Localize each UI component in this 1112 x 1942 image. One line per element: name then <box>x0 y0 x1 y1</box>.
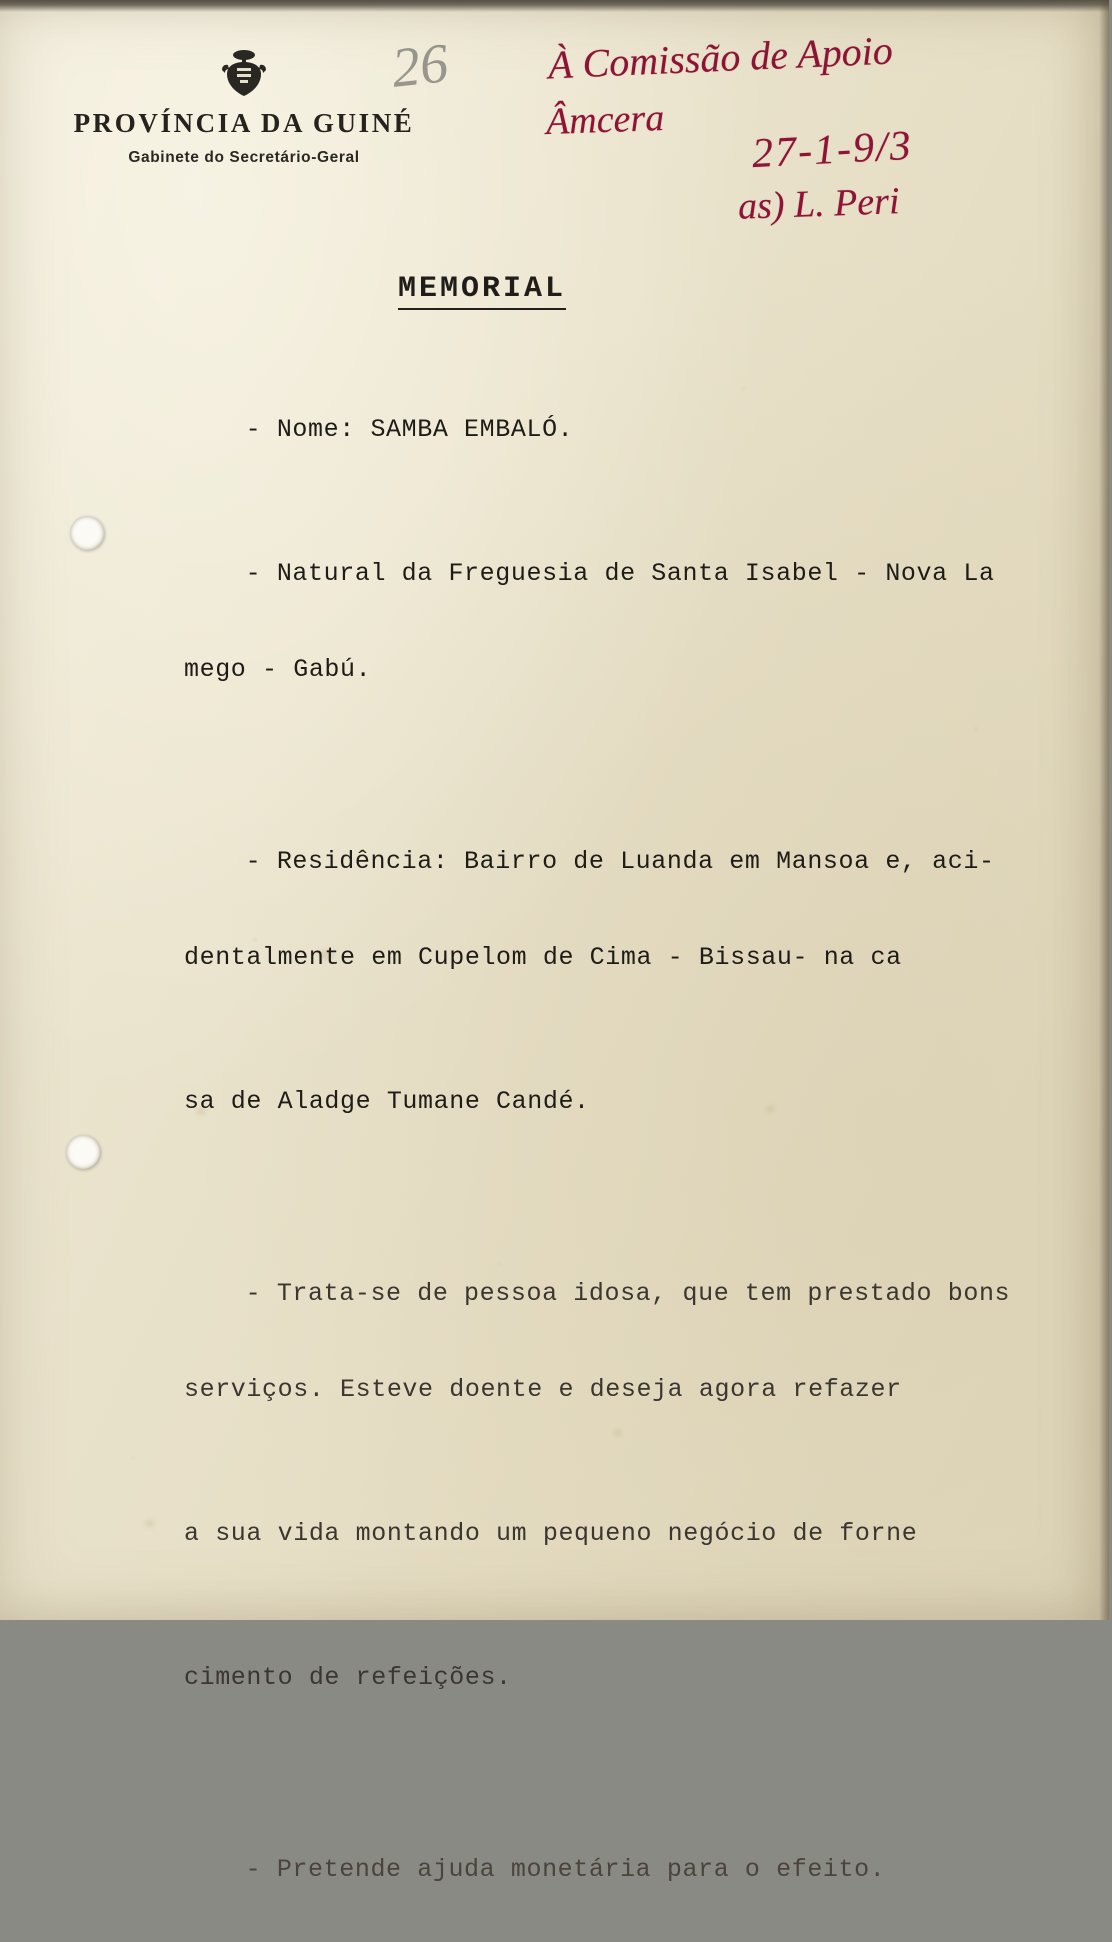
annotation-line-1: À Comissão de Apoio <box>547 27 894 88</box>
province-title: PROVÍNCIA DA GUINÉ <box>73 108 415 138</box>
page-title: MEMORIAL <box>398 272 566 310</box>
coat-of-arms-icon <box>213 46 275 98</box>
annotation-date: 27-1-9/3 <box>750 122 914 178</box>
entry-line: - Residência: Bairro de Luanda em Mansoa e, aci- <box>245 847 995 876</box>
entry-line: - Natural da Freguesia de Santa Isabel - Nova La <box>245 559 995 588</box>
punch-hole <box>66 1135 100 1169</box>
scan-edge-top <box>0 0 1109 12</box>
list-item <box>152 502 1112 790</box>
entry-line: serviços. Esteve doente e deseja agora refazer <box>184 1375 902 1404</box>
entry-line: dentalmente em Cupelom de Cima - Bissau- na ca <box>184 943 902 972</box>
entry-line: cimento de refeições. <box>184 1663 512 1692</box>
list-item <box>152 1798 1112 1942</box>
list-item <box>152 790 1112 1222</box>
memorial-body <box>152 358 1112 1942</box>
entry-line: sa de Aladge Tumane Candé. <box>184 1087 590 1116</box>
entry-line: mego - Gabú. <box>184 655 372 684</box>
list-item <box>152 1222 1112 1798</box>
annotation-signature: as) L. Peri <box>737 180 901 228</box>
entry-line: a sua vida montando um pequeno negócio de forne <box>184 1519 918 1548</box>
entry-line: - Nome: SAMBA EMBALÓ. <box>245 415 574 444</box>
page-number-handwritten: 26 <box>388 32 452 100</box>
annotation-line-2: Âmcera <box>545 96 665 144</box>
punch-hole <box>70 516 104 550</box>
office-subtitle: Gabinete do Secretário-Geral <box>128 149 360 166</box>
entry-line: - Trata-se de pessoa idosa, que tem prestado bons <box>245 1279 1011 1308</box>
list-item <box>152 358 1112 502</box>
entry-line: - Pretende ajuda monetária para o efeito. <box>245 1855 886 1884</box>
letterhead <box>44 46 444 167</box>
